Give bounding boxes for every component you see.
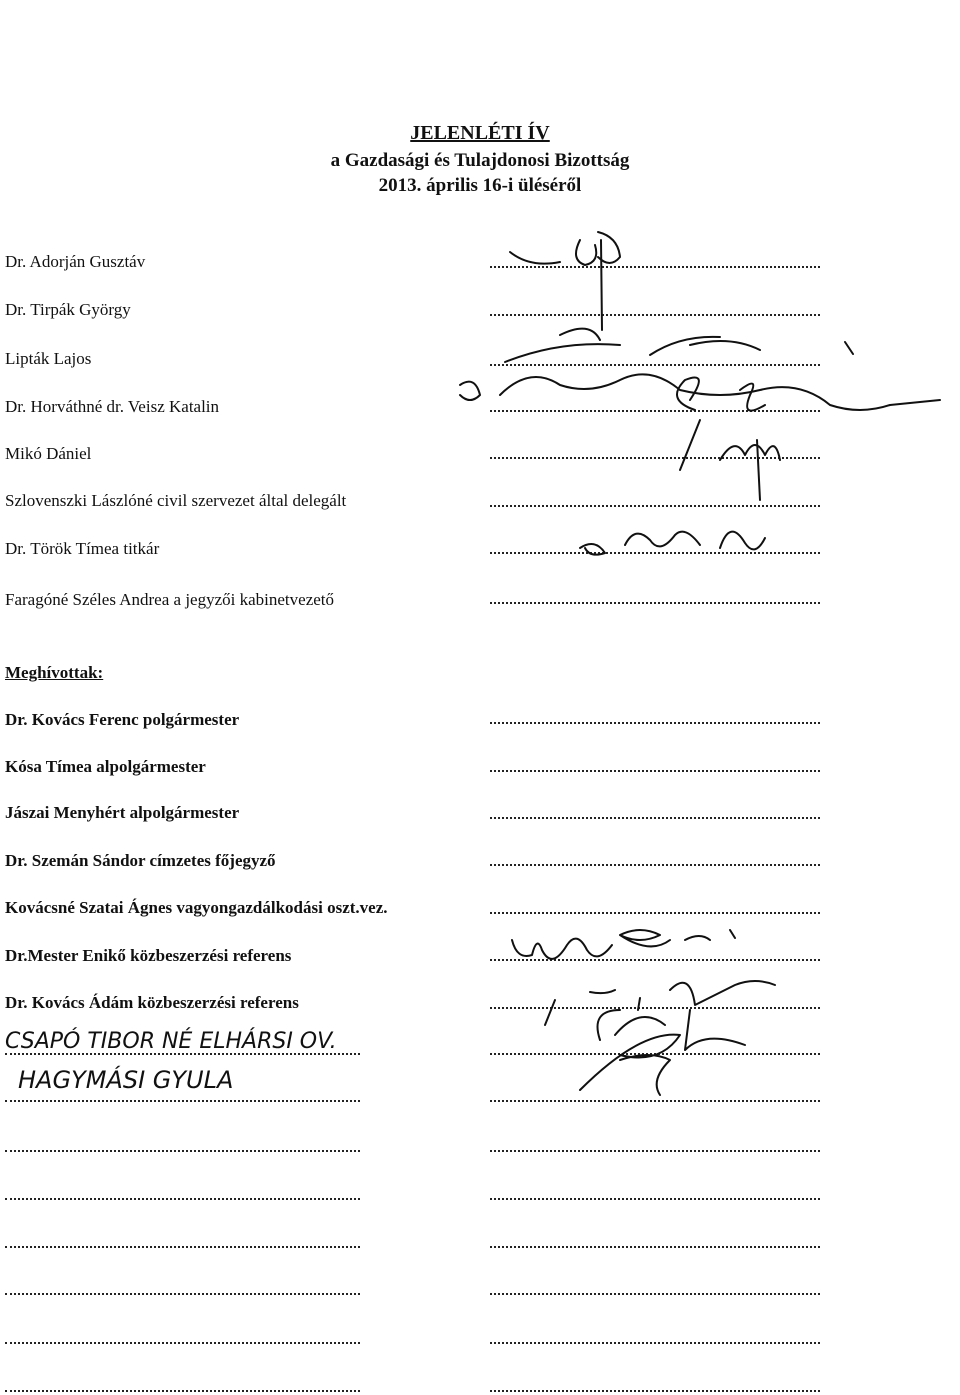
handwritten-name-1: CSAPÓ TIBOR NÉ ELHÁRSI OV.	[5, 1029, 337, 1054]
document-title: JELENLÉTI ÍV	[410, 122, 550, 144]
document-subtitle: a Gazdasági és Tulajdonosi Bizottság	[330, 150, 630, 171]
invited-name: Kovácsné Szatai Ágnes vagyongazdálkodási oszt.vez.	[5, 898, 388, 917]
member-name: Faragóné Széles Andrea a jegyzői kabinetvezető	[5, 590, 335, 609]
member-name: Dr. Horváthné dr. Veisz Katalin	[5, 397, 220, 416]
invited-name: Dr. Szemán Sándor címzetes főjegyző	[5, 851, 276, 870]
handwritten-name-2: HAGYMÁSI GYULA	[18, 1066, 234, 1094]
member-name: Lipták Lajos	[5, 349, 92, 368]
member-name: Dr. Tirpák György	[5, 300, 131, 319]
signature-adorjan	[510, 232, 620, 330]
invited-name: Jászai Menyhért alpolgármester	[5, 803, 240, 822]
member-name: Dr. Adorján Gusztáv	[5, 252, 146, 271]
signature-mester	[545, 981, 775, 1025]
invited-heading: Meghívottak:	[5, 663, 104, 682]
invited-name: Dr.Mester Enikő közbeszerzési referens	[5, 946, 292, 965]
member-name: Szlovenszki Lászlóné civil szervezet által delegált	[5, 491, 347, 510]
invited-name: Dr. Kovács Ádám közbeszerzési referens	[5, 993, 299, 1012]
invited-name: Kósa Tímea alpolgármester	[5, 757, 206, 776]
signature-miko	[720, 440, 780, 500]
signature-kovacs-adam	[580, 1010, 745, 1095]
member-name: Mikó Dániel	[5, 444, 92, 463]
invited-name: Dr. Kovács Ferenc polgármester	[5, 710, 240, 729]
signature-horvathne	[460, 374, 940, 470]
signature-szatai	[512, 930, 735, 959]
signature-torok	[580, 532, 765, 555]
signature-liptak	[505, 329, 853, 362]
document-date-line: 2013. április 16-i üléséről	[378, 175, 582, 196]
member-name: Dr. Török Tímea titkár	[5, 539, 160, 558]
